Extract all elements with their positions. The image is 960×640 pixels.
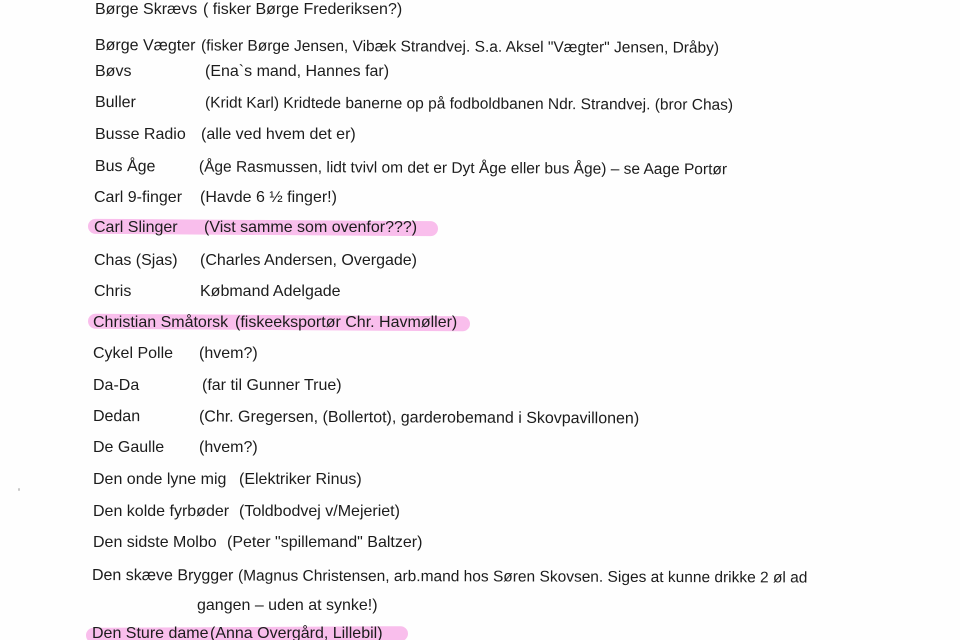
entry-name: Den onde lyne mig — [93, 471, 227, 488]
entry-description: gangen – uden at synke!) — [197, 597, 378, 614]
entry-description: (Charles Andersen, Overgade) — [200, 252, 417, 269]
entry-continuation — [197, 596, 378, 616]
entry-name: Chas (Sjas) — [94, 252, 178, 269]
entry-name: Carl 9-finger — [94, 189, 183, 206]
entry-description: (Peter "spillemand" Baltzer) — [227, 534, 423, 551]
entry-description: (Chr. Gregersen, (Bollertot), garderobemand i Skovpavillonen) — [198, 408, 640, 428]
entry-description: (hvem?) — [199, 439, 258, 456]
entry-description: (Vist samme som ovenfor???) — [204, 219, 418, 236]
entry-name: Chris — [94, 283, 132, 300]
entry-name: Bøvs — [95, 63, 132, 80]
entry-description: (far til Gunner True) — [202, 377, 342, 394]
entry-description: (Toldbodvej v/Mejeriet) — [239, 503, 400, 520]
entry-description: Købmand Adelgade — [200, 283, 341, 300]
entry-name: Buller — [94, 93, 136, 112]
entry-name: Busse Radio — [95, 126, 186, 143]
entry-name: Christian Småtorsk — [93, 314, 229, 331]
entry-name: Den sidste Molbo — [93, 534, 217, 551]
entry-description: (alle ved hvem det er) — [201, 126, 356, 143]
entry-name: Bus Åge — [94, 157, 156, 176]
entry-description: (Kridt Karl) Kridtede banerne op på fodboldbanen Ndr. Strandvej. (bror Chas) — [204, 94, 734, 114]
entry-name: Den Sture dame — [92, 625, 209, 640]
entry-name: Dedan — [92, 408, 141, 426]
entry-description: (Elektriker Rinus) — [239, 471, 362, 488]
entry-name: Børge Skrævs — [95, 1, 198, 18]
entry-description: ( fisker Børge Frederiksen?) — [203, 1, 403, 18]
entry-description: (Magnus Christensen, arb.mand hos Søren Skovsen. Siges at kunne drikke 2 øl ad — [237, 567, 808, 587]
entry-name: Carl Slinger — [94, 219, 178, 236]
entry-description: (fiskeeksportør Chr. Havmøller) — [235, 314, 458, 331]
scan-speck — [18, 488, 20, 491]
entry-description: (fisker Børge Jensen, Vibæk Strandvej. S.a. Aksel "Vægter" Jensen, Dråby) — [200, 37, 720, 57]
entry-name: Cykel Polle — [93, 345, 174, 362]
entry-name: Den skæve Brygger — [91, 567, 234, 585]
entry-name: Børge Vægter — [94, 36, 196, 55]
entry-name: Den kolde fyrbøder — [93, 503, 230, 520]
entry-description: (hvem?) — [199, 345, 258, 362]
entry-description: (Anna Overgård, Lillebil) — [210, 625, 383, 640]
entry-description: (Åge Rasmussen, lidt tvivl om det er Dyt Åge eller bus Åge) – se Aage Portør — [198, 158, 728, 179]
entry-name: De Gaulle — [93, 439, 165, 456]
entry-name: Da-Da — [93, 377, 140, 394]
entry-description: (Havde 6 ½ finger!) — [200, 189, 337, 206]
entry-description: (Ena`s mand, Hannes far) — [205, 63, 390, 80]
